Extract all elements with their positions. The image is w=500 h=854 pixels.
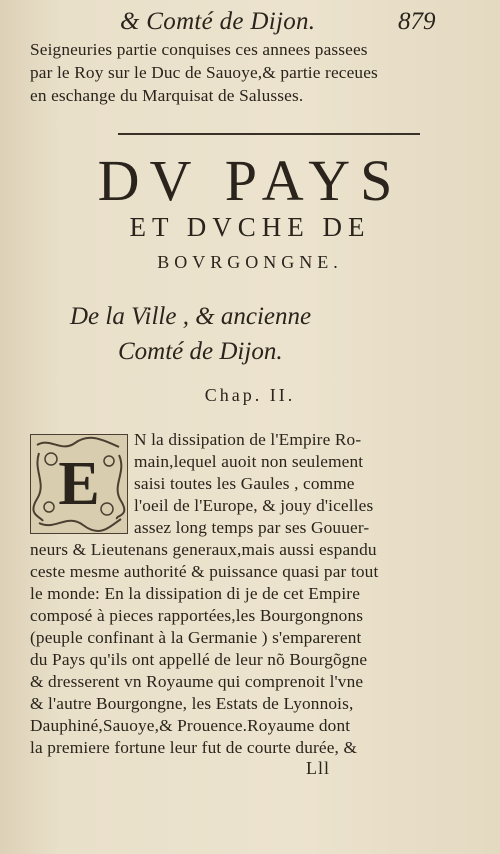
- initial-letter: E: [58, 450, 100, 518]
- body-line-1: N la dissipation de l'Empire Ro-: [134, 430, 362, 449]
- page-number: 879: [398, 8, 436, 35]
- title-line-1: DV PAYS: [97, 148, 403, 213]
- body-line-4: l'oeil de l'Europe, & jouy d'icelles: [134, 496, 374, 515]
- body-line-13: & l'autre Bourgongne, les Estats de Lyonnois,: [30, 694, 354, 713]
- body-line-12: & dresserent vn Royaume qui comprenoit l'vne: [30, 672, 364, 691]
- body-line-6: neurs & Lieutenans generaux,mais aussi espandu: [30, 540, 377, 559]
- body-line-5: assez long temps par ses Gouuer-: [134, 518, 370, 537]
- body-line-2: main,lequel auoit non seulement: [134, 452, 364, 471]
- separator-rule: [118, 133, 420, 135]
- decorated-initial: [30, 434, 128, 534]
- chapter-heading: Chap. II.: [204, 385, 296, 405]
- top-line-3: en eschange du Marquisat de Salusses.: [30, 86, 304, 105]
- body-line-9: composé à pieces rapportées,les Bourgongnons: [30, 606, 364, 625]
- top-line-1: Seigneuries partie conquises ces annees passees: [30, 40, 368, 59]
- body-line-8: le monde: En la dissipation di je de cet Empire: [30, 584, 361, 603]
- title-line-2: ET DVCHE DE: [129, 212, 371, 242]
- top-line-2: par le Roy sur le Duc de Sauoye,& partie receues: [30, 63, 378, 82]
- subtitle-line-1: De la Ville , & ancienne: [70, 303, 312, 330]
- body-line-3: saisi toutes les Gaules , comme: [134, 474, 355, 493]
- title-line-3: BOVRGONGNE.: [157, 252, 343, 272]
- body-line-7: ceste mesme authorité & puissance quasi par tout: [30, 562, 379, 581]
- running-title: & Comté de Dijon.: [120, 8, 316, 35]
- body-line-10: (peuple confinant à la Germanie ) s'emparerent: [30, 628, 362, 647]
- subtitle-line-2: Comté de Dijon.: [118, 338, 283, 365]
- body-line-11: du Pays qu'ils ont appellé de leur nõ Bourgõgne: [30, 650, 368, 669]
- page-header: [0, 6, 500, 40]
- body-line-14: Dauphiné,Sauoye,& Prouence.Royaume dont: [30, 716, 351, 735]
- body-line-15: la premiere fortune leur fut de courte durée, &: [30, 738, 358, 757]
- catchword: Lll: [306, 758, 330, 778]
